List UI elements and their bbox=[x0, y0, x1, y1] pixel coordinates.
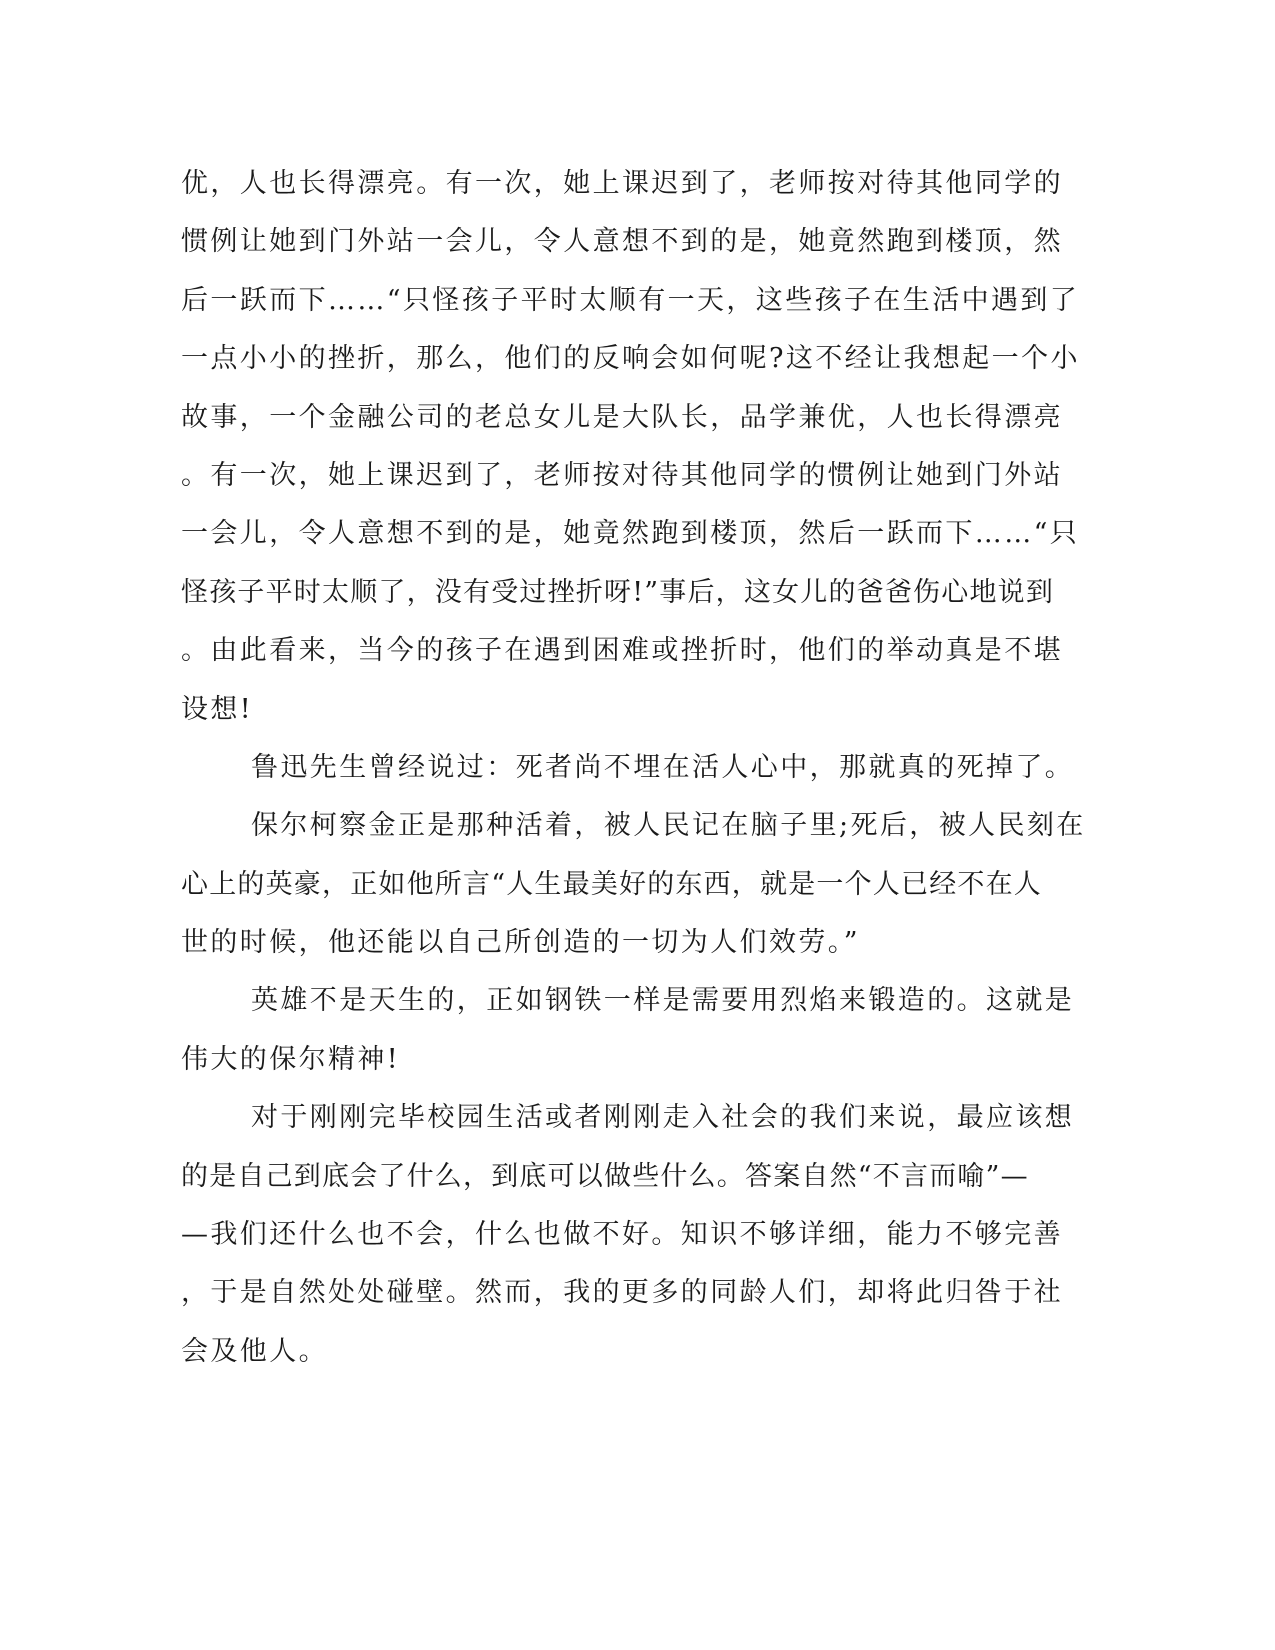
text-line: 伟大的保尔精神! bbox=[181, 1043, 401, 1075]
text-line: —我们还什么也不会，什么也做不好。知识不够详细，能力不够完善 bbox=[181, 1219, 1063, 1251]
text-line: 的是自己到底会了什么，到底可以做些什么。答案自然“不言而喻”— bbox=[181, 1160, 1029, 1192]
body-text bbox=[181, 155, 1086, 1381]
text-line: 怪孩子平时太顺了，没有受过挫折呀!”事后，这女儿的爸爸伤心地说到 bbox=[181, 576, 1055, 608]
text-line: 会及他人。 bbox=[181, 1335, 328, 1367]
text-line: 后一跃而下……“只怪孩子平时太顺有一天，这些孩子在生活中遇到了 bbox=[181, 284, 1080, 316]
text-line: 设想! bbox=[181, 693, 254, 725]
text-line: 。由此看来，当今的孩子在遇到困难或挫折时，他们的举动真是不堪 bbox=[181, 635, 1063, 667]
text-line: 故事，一个金融公司的老总女儿是大队长，品学兼优，人也长得漂亮 bbox=[181, 401, 1063, 433]
paragraph-start-line: 保尔柯察金正是那种活着，被人民记在脑子里;死后，被人民刻在 bbox=[251, 810, 1086, 842]
paragraph-start-line: 英雄不是天生的，正如钢铁一样是需要用烈焰来锻造的。这就是 bbox=[251, 985, 1075, 1017]
text-line: 优，人也长得漂亮。有一次，她上课迟到了，老师按对待其他同学的 bbox=[181, 168, 1063, 199]
text-line: 一会儿，令人意想不到的是，她竟然跑到楼顶，然后一跃而下……“只 bbox=[181, 518, 1080, 550]
paragraph-start-line: 对于刚刚完毕校园生活或者刚刚走入社会的我们来说，最应该想 bbox=[251, 1102, 1075, 1134]
paragraph-start-line: 鲁迅先生曾经说过：死者尚不埋在活人心中，那就真的死掉了。 bbox=[251, 751, 1075, 783]
text-line: 一点小小的挫折，那么，他们的反响会如何呢?这不经让我想起一个小 bbox=[181, 343, 1080, 375]
text-line: 。有一次，她上课迟到了，老师按对待其他同学的惯例让她到门外站 bbox=[181, 459, 1063, 491]
text-line: 世的时候，他还能以自己所创造的一切为人们效劳。” bbox=[181, 927, 860, 959]
text-line: 惯例让她到门外站一会儿，令人意想不到的是，她竟然跑到楼顶，然 bbox=[181, 226, 1063, 258]
text-line: ，于是自然处处碰壁。然而，我的更多的同龄人们，却将此归咎于社 bbox=[181, 1277, 1063, 1309]
text-line: 心上的英豪，正如他所言“人生最美好的东西，就是一个人已经不在人 bbox=[181, 868, 1043, 900]
